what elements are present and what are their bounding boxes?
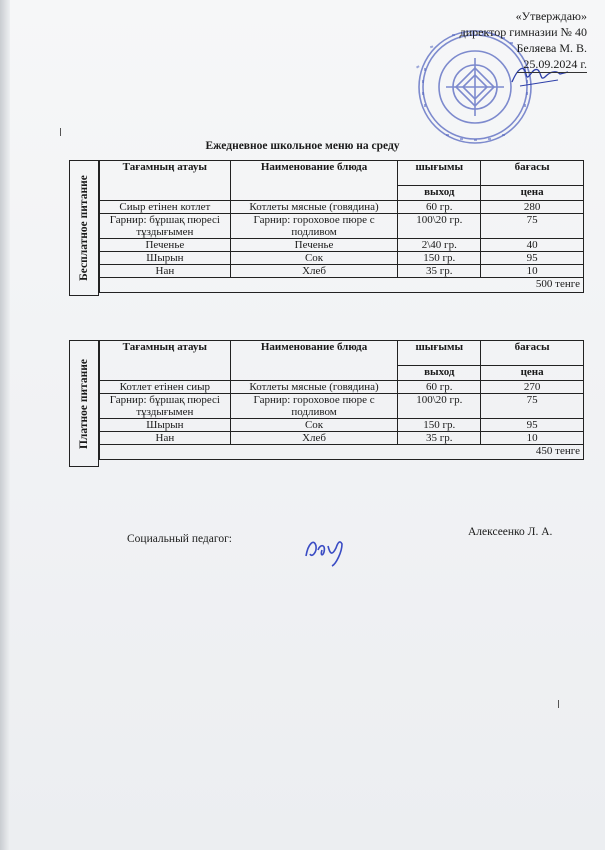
header-kz: Тағамның атауы (100, 341, 231, 381)
approval-date: 25.09.2024 г. (517, 56, 587, 73)
page-title: Ежедневное школьное меню на среду (205, 140, 400, 152)
table-row: Котлет етінен сиыр Котлеты мясные (говядина) 60 гр. 270 (100, 381, 584, 394)
footer-name: Алексеенко Л. А. (468, 526, 553, 538)
header-kz: Тағамның атауы (100, 161, 231, 201)
header-output-ru: выход (398, 366, 481, 381)
pedagogue-signature-icon (302, 526, 350, 568)
pencil-mark (60, 128, 61, 136)
header-output-kz: шығымы (398, 161, 481, 186)
table-row: Гарнир: бұршақ пюресі тұздығымен Гарнир: гороховое пюре с подливом 100\20 гр. 75 (100, 394, 584, 419)
approval-name: Беляева М. В. (516, 41, 587, 55)
table-row: Шырын Сок 150 гр. 95 (100, 252, 584, 265)
header-price-kz: бағасы (481, 341, 584, 366)
header-output-kz: шығымы (398, 341, 481, 366)
page-shadow (0, 0, 10, 850)
table-row: Гарнир: бұршақ пюресі тұздығымен Гарнир: гороховое пюре с подливом 100\20 гр. 75 (100, 214, 584, 239)
header-ru: Наименование блюда (230, 341, 398, 381)
approval-heading: «Утверждаю» (515, 9, 587, 23)
header-price-kz: бағасы (481, 161, 584, 186)
approval-position: директор гимназии № 40 (459, 25, 587, 39)
free-meal-table (99, 160, 584, 293)
header-price-ru: цена (481, 366, 584, 381)
footer-role: Социальный педагог: (127, 533, 232, 545)
table-row: Сиыр етінен котлет Котлеты мясные (говядина) 60 гр. 280 (100, 201, 584, 214)
free-meal-side-label: Бесплатное питание (69, 160, 99, 296)
header-price-ru: цена (481, 186, 584, 201)
header-output-ru: выход (398, 186, 481, 201)
header-ru: Наименование блюда (230, 161, 398, 201)
table-row: Нан Хлеб 35 гр. 10 (100, 432, 584, 445)
paid-meal-section (69, 340, 584, 467)
free-meal-total: 500 тенге (100, 278, 584, 293)
pencil-mark (558, 700, 559, 708)
approval-block (460, 8, 587, 73)
paid-meal-table (99, 340, 584, 460)
table-row: Печенье Печенье 2\40 гр. 40 (100, 239, 584, 252)
paid-meal-total: 450 тенге (100, 445, 584, 460)
table-row: Шырын Сок 150 гр. 95 (100, 419, 584, 432)
paid-meal-side-label: Платное питание (69, 340, 99, 467)
free-meal-section (69, 160, 584, 296)
table-row: Нан Хлеб 35 гр. 10 (100, 265, 584, 278)
